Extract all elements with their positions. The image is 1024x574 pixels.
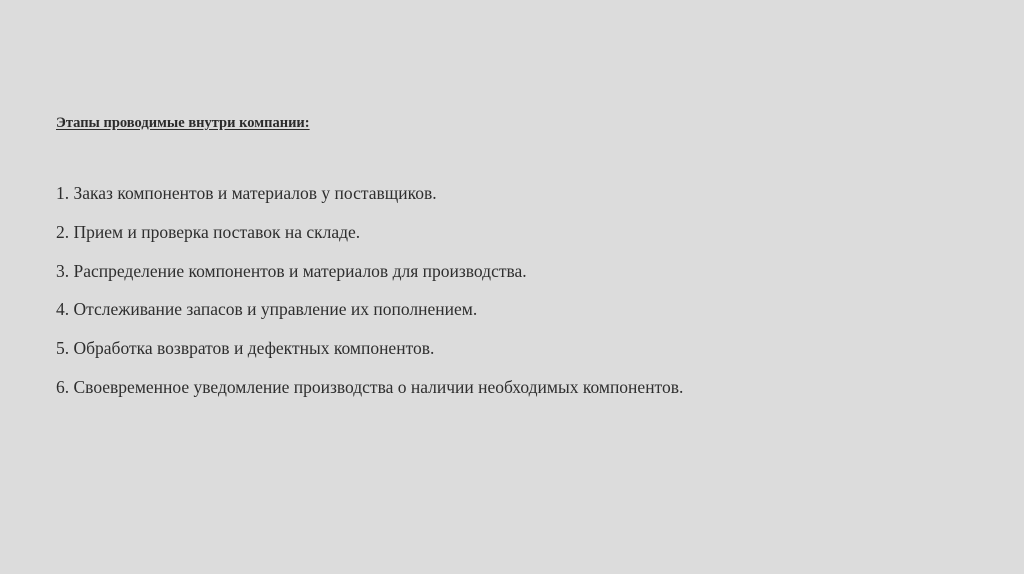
list-item: 6. Своевременное уведомление производства о наличии необходимых компонентов. [56, 376, 684, 397]
list-item: 5. Обработка возвратов и дефектных компонентов. [56, 338, 435, 359]
list-item: 3. Распределение компонентов и материалов для производства. [56, 260, 527, 281]
list-item: 2. Прием и проверка поставок на складе. [56, 221, 361, 242]
section-heading: Этапы проводимые внутри компании: [56, 115, 310, 131]
list-item: 1. Заказ компонентов и материалов у поставщиков. [56, 183, 437, 203]
steps-list [56, 184, 683, 417]
list-item: 4. Отслеживание запасов и управление их пополнением. [56, 299, 478, 320]
